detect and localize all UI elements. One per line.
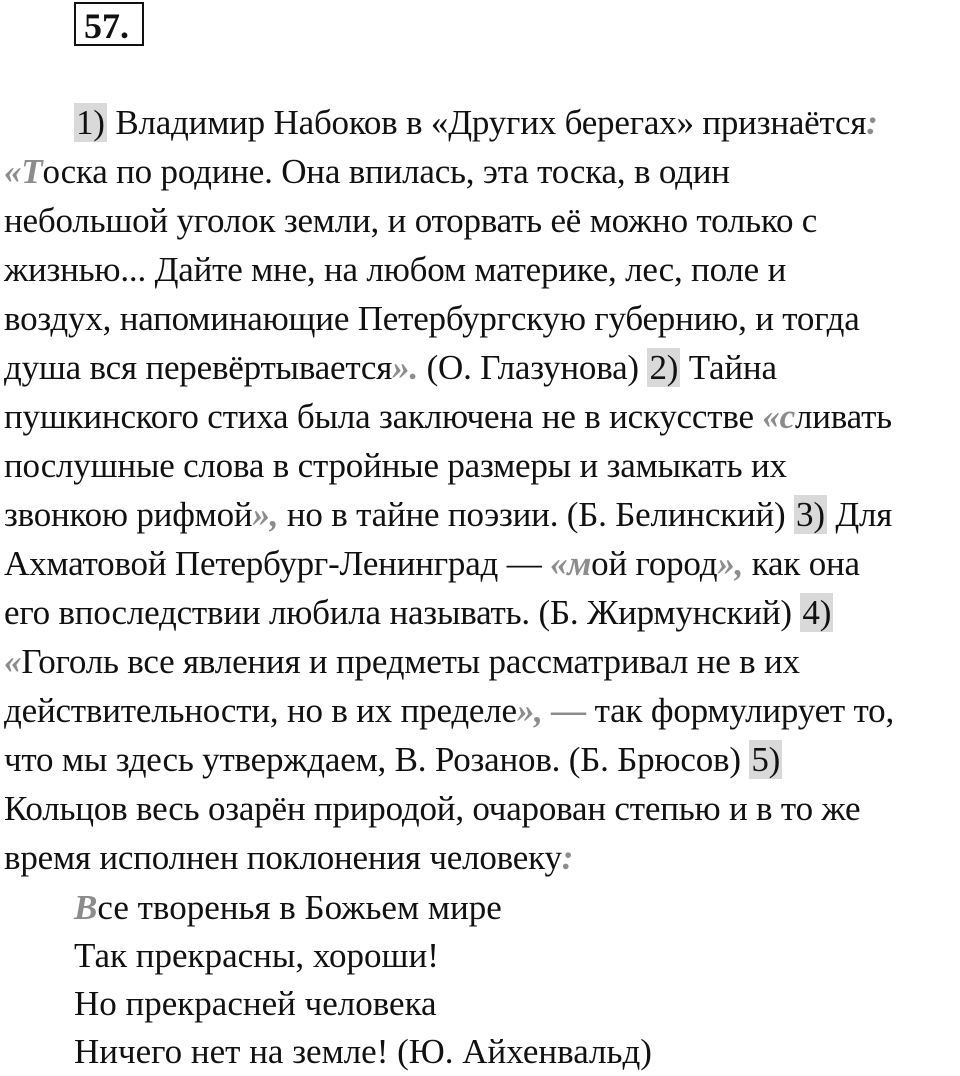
punctuation-mark: :	[561, 838, 574, 877]
capital-mark: В	[74, 888, 98, 927]
text-span: но в тайне поэзии. (Б. Белинский)	[278, 495, 795, 534]
text-span: душа вся перевёртывается	[4, 348, 393, 387]
text-line	[4, 147, 960, 196]
poem-line	[74, 932, 652, 980]
text-line	[4, 833, 960, 882]
text-line	[4, 196, 960, 245]
text-line	[4, 735, 960, 784]
text-span: его впоследствии любила называть. (Б. Жирмунский)	[4, 593, 801, 632]
punctuation-mark: »,	[717, 544, 744, 583]
text-line	[4, 392, 960, 441]
sentence-marker-3: 3)	[796, 495, 825, 534]
text-line	[4, 490, 960, 539]
text-span: что мы здесь утверждаем, В. Розанов. (Б. Брюсов)	[4, 740, 750, 779]
text-span: действительности, но в их пределе	[4, 691, 517, 730]
text-span: Гоголь все явления и предметы рассматривал не в их	[21, 642, 800, 681]
sentence-marker-4: 4)	[802, 593, 832, 632]
exercise-text	[4, 98, 960, 882]
punctuation-mark: ».	[392, 348, 419, 387]
text-line	[4, 98, 960, 147]
text-line	[4, 686, 960, 735]
punctuation-mark: «м	[550, 544, 592, 583]
text-span: Ничего нет на земле! (Ю. Айхенвальд)	[74, 1032, 652, 1071]
text-span: как она	[743, 544, 860, 583]
text-span: Кольцов весь озарён природой, очарован степью и в то же	[4, 789, 861, 828]
text-line	[4, 784, 960, 833]
text-line	[4, 294, 960, 343]
sentence-marker-1: 1)	[76, 103, 105, 142]
punctuation-mark: :	[866, 103, 878, 142]
text-span: Тайна	[680, 348, 777, 387]
exercise-number: 57.	[74, 2, 144, 46]
text-span: Владимир Набоков в «Других берегах» признаётся	[106, 103, 867, 142]
text-span: Так прекрасны, хороши!	[74, 936, 439, 975]
text-span: ливать	[794, 397, 892, 436]
punctuation-mark: «Т	[4, 152, 43, 191]
punctuation-mark: «	[4, 642, 22, 681]
sentence-marker-5: 5)	[751, 740, 781, 779]
poem-line	[74, 884, 652, 932]
text-span: (О. Глазунова)	[418, 348, 648, 387]
text-line	[4, 637, 960, 686]
text-span: Ахматовой Петербург-Ленинград —	[4, 544, 551, 583]
sentence-marker-2: 2)	[649, 348, 679, 387]
punctuation-mark: «с	[762, 397, 795, 436]
text-span: жизнью... Дайте мне, на любом материке, лес, поле и	[4, 250, 787, 289]
text-span: Но прекрасней человека	[74, 984, 437, 1023]
text-span: воздух, напоминающие Петербургскую губернию, и тогда	[4, 299, 860, 338]
text-span: небольшой уголок земли, и оторвать её можно только с	[4, 201, 818, 240]
text-span: се творенья в Божьем мире	[97, 888, 502, 927]
text-line	[4, 343, 960, 392]
text-span: пушкинского стиха была заключена не в искусстве	[4, 397, 763, 436]
poem-line	[74, 1028, 652, 1076]
poem-line	[74, 980, 652, 1028]
text-span: Для	[826, 495, 893, 534]
text-span: оска по родине. Она впилась, эта тоска, в один	[42, 152, 730, 191]
text-span: так формулирует то,	[586, 691, 895, 730]
text-span: ой город	[591, 544, 718, 583]
text-line	[4, 245, 960, 294]
text-span: послушные слова в стройные размеры и замыкать их	[4, 446, 787, 485]
text-line	[4, 539, 960, 588]
text-span: звонкою рифмой	[4, 495, 253, 534]
text-line	[4, 441, 960, 490]
text-line	[4, 588, 960, 637]
punctuation-mark: »,	[252, 495, 279, 534]
punctuation-mark: », —	[516, 691, 587, 730]
text-span: время исполнен поклонения человеку	[4, 838, 562, 877]
poem-quote	[74, 884, 652, 1076]
